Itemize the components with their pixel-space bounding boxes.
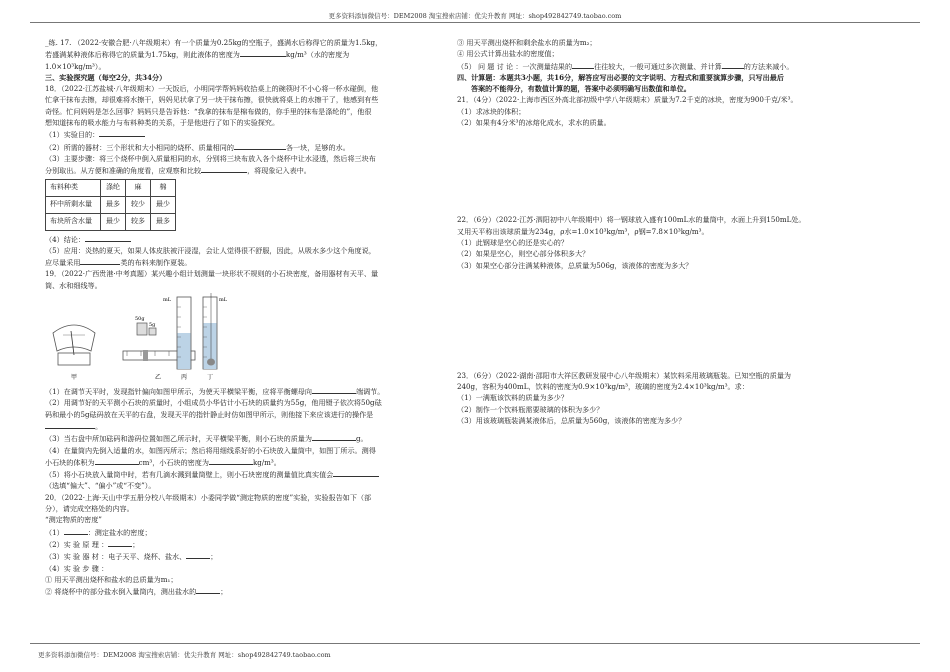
q21-line: 21．（4分）（2022·上海市西区外高北部初级中学八年级期末）质量为7.2千克的冰块，密度为900千克/米³。	[457, 95, 798, 105]
table-cell: 较多	[126, 213, 151, 230]
q19-line-2: 筒、水和细线等。	[45, 280, 102, 290]
answer-blank[interactable]	[64, 526, 88, 535]
q20-line-2: 分），请完成空格处的内容。	[45, 504, 134, 514]
q18-step-5b: 应尽量采用 类的布料来制作夏装。	[45, 258, 192, 268]
q20-step-4: （4）实 验 步 骤 ：	[45, 563, 109, 573]
section-3-title: 三、实验探究题（每空2分，共34分）	[45, 72, 167, 82]
answer-blank[interactable]	[722, 60, 744, 69]
balance-and-cylinder-diagram	[45, 293, 443, 381]
q19-step-1: （1）在调节天平时，发现指针偏向如图甲所示，为使天平横梁平衡，应将平衡螺母向 端调节。	[45, 387, 385, 397]
q20-step-2: （2）实 验 原 理 ： ；	[45, 539, 140, 549]
answer-blank[interactable]	[95, 456, 139, 465]
answer-blank[interactable]	[108, 538, 132, 547]
q23-line-1: 23．（6分）（2022·湖南·邵阳市大祥区教研发展中心八年级期末）某饮料采用玻璃瓶装。已知空瓶的质量为	[457, 370, 792, 380]
q18-step-3b: 分别取出。从方便和准确的角度看，应观察和比较 ，将现象记入表中。	[45, 166, 311, 176]
fig-label-jia: 甲	[71, 374, 78, 382]
q18-step-2: （2）所需的器材：三个形状和大小相同的烧杯、质量相同的 各一块，足够的水。	[45, 142, 350, 152]
q21-part-2: （2）如果有4分米³的冰熔化成水，求水的质量。	[457, 118, 611, 128]
answer-space	[457, 128, 841, 214]
table-cell: 杯中所剩水量	[46, 196, 101, 213]
table-cell: 涤纶	[101, 179, 126, 196]
table-row	[46, 213, 176, 230]
q18-line-4: 想知道抹布的吸水能力与布料种类的关系，于是他进行了如下的实验探究。	[45, 118, 280, 128]
q19-step-5a: （5）将小石块放入量筒中时，若有几滴水溅到量筒壁上，则小石块密度的测量值比真实值会	[45, 468, 443, 480]
q19-step-4a: （4）在量筒内先倒入适量的水，如图丙所示；然后将用细线系好的小石块放入量筒中，如图丁所示。测得	[45, 445, 376, 455]
answer-blank[interactable]	[209, 456, 253, 465]
answer-blank[interactable]	[312, 385, 356, 394]
q23-part-3: （3）用该玻璃瓶装满某液体后，总质量为560g，该液体的密度为多少？	[457, 416, 686, 426]
q20-step-1: （1） ：测定盐水的密度；	[45, 527, 152, 537]
answer-blank[interactable]	[80, 256, 120, 265]
answer-blank[interactable]	[99, 128, 145, 137]
table-cell: 最少	[101, 213, 126, 230]
q20-line-1: 20．（2022·上海·天山中学五册分校八年级期末）小委同学做“测定物质的密度”实验，实验报告如下（部	[45, 492, 372, 502]
table-cell: 最少	[151, 196, 176, 213]
q19-figure	[45, 293, 443, 381]
fig-label-yi: 乙	[155, 374, 162, 382]
page-footer: 更多资料添加微信号：DEM2008 淘宝搜索店铺：优尖升教育 网址：shop492842749.taobao.com	[38, 651, 331, 659]
answer-blank[interactable]	[333, 468, 379, 477]
section-4-note: 答案的不能得分，有数值计算的题，答案中必须明确写出数值和单位。	[471, 84, 691, 94]
answer-blank[interactable]	[201, 164, 247, 173]
answer-blank[interactable]	[572, 60, 594, 69]
answer-blank[interactable]	[196, 585, 220, 594]
q23-part-1: （1）一满瓶该饮料的质量为多少？	[457, 393, 568, 403]
q18-line-2: 忙拿干抹布去擦，却很难将水擦干，妈妈见状拿了另一块干抹布擦，很快就将桌上的水擦干了，他感到有些	[45, 95, 379, 105]
footer-divider	[30, 643, 920, 644]
q19-step-4b: 小石块的体积为 cm³，小石块的密度为 kg/m³。	[45, 457, 281, 467]
q17-line-1: _练. 17. （2022·安徽合肥·八年级期末）有一个质量为0.25kg的空瓶子，盛满水后称得它的质量为1.5kg，	[45, 38, 383, 47]
q19-step-2c: 。	[45, 420, 443, 432]
cylinder-unit-label: mL	[163, 297, 172, 304]
cylinder-with-stone-icon	[203, 293, 217, 369]
q19-step-3: （3）当右盘中所加砝码和游码位置如图乙所示时，天平横梁平衡，则小石块的质量为 g。	[45, 434, 368, 444]
answer-blank[interactable]	[186, 550, 210, 559]
table-row	[46, 196, 176, 213]
table-cell: 最多	[151, 213, 176, 230]
table-cell: 布料种类	[46, 179, 101, 196]
q22-part-2: （2）如果是空心，则空心部分体积多大？	[457, 249, 590, 259]
answer-blank[interactable]	[45, 420, 95, 429]
table-cell: 布块所含水量	[46, 213, 101, 230]
q17-line-2: 若盛满某种液体后称得它的质量为1.75kg，则此液体的密度为 kg/m³（水的密度为	[45, 50, 350, 60]
section-4-title: 四、计算题：本题共3小题，共16分，解答应写出必要的文字说明、方程式和重要演算步骤，只写出最后	[457, 72, 784, 82]
q20-step-4-2: ② 将烧杯中的部分盐水倒入量筒内，测出盐水的 ；	[45, 587, 228, 597]
q22-line-2: 又用天平称出该球质量为234g，ρ水=1.0×10³kg/m³，ρ钢=7.8×10³kg/m³。	[457, 226, 709, 236]
q17-line-3: 1.0×10³kg/m³）。	[45, 61, 106, 71]
page-header: 更多资料添加微信号：DEM2008 淘宝搜索店铺：优尖升教育 网址：shop492842749.taobao.com	[328, 12, 622, 20]
q20-step-4-1: ① 用天平测出烧杯和盐水的总质量为m₁；	[45, 574, 178, 584]
table-cell: 较少	[126, 196, 151, 213]
q18-step-5a: （5）应用：炎热的夏天，如果人体皮肤被汗浸湿，会让人觉得很不舒服，因此，从吸水多少这个角度说，	[45, 245, 376, 255]
table-cell: 棉	[151, 179, 176, 196]
q20-step-4-3: ③ 用天平测出烧杯和剩余盐水的质量为m₂；	[457, 38, 597, 47]
q20-step-3: （3）实 验 器 材 ：电子天平、烧杯、盐水、 ；	[45, 552, 218, 562]
header-divider	[30, 22, 920, 23]
answer-blank[interactable]	[312, 432, 356, 441]
left-column	[45, 37, 443, 597]
q18-line-1: 18．（2022·江苏盐城·八年级期末）一天饭后，小明同学帮妈妈收拾桌上的碗筷时不小心将一杯水碰倒，他	[45, 84, 379, 94]
q19-line-1: 19．（2022·广西贵港·中考真题）某兴趣小组计划测量一块形状不规则的小石块密度，备用器材有天平、量	[45, 269, 379, 279]
q23-part-2: （2）制作一个饮料瓶需要玻璃的体积为多少？	[457, 404, 604, 414]
q18-step-1: （1）实验目的：	[45, 128, 443, 140]
answer-blank[interactable]	[240, 48, 286, 57]
graduated-cylinder-icon	[177, 297, 191, 369]
q22-part-3: （3）如果空心部分注满某种液体，总质量为506g，该液体的密度为多大？	[457, 260, 693, 270]
q18-line-3: 奇怪。忙问妈妈是怎么回事？妈妈只是告诉他：“我拿的抹布是棉布做的，你手里的抹布是涤纶的”，他很	[45, 106, 372, 116]
q19-step-2a: （2）用调节好的天平测小石块的质量时，小组成员小华估计小石块的质量约为55g，他用镊子依次将50g砝	[45, 398, 382, 408]
answer-blank[interactable]	[234, 141, 286, 150]
q19-step-2b: 码和最小的5g砝码放在天平的右盘，发现天平的指针静止时仿如图甲所示，则他接下来应该进行的操作是	[45, 409, 374, 419]
weight-50g-label: 50g	[135, 316, 145, 323]
fig-label-ding: 丁	[207, 374, 214, 382]
q21-part-1: （1）求冰块的体积；	[457, 106, 526, 116]
table-row	[46, 179, 176, 196]
scale-pointer-icon	[53, 325, 95, 365]
q23-line-2: 240g，容积为400mL，饮料的密度为0.9×10³kg/m³，玻璃的密度为2.4×10³kg/m³。求：	[457, 382, 749, 392]
q20-line-3: “测定物质的密度”	[45, 515, 102, 525]
q20-step-5: （5） 问 题 讨 论 ：一次测量结果的 往往较大，一般可通过多次测量、并计算 的方法来减小。	[457, 61, 794, 71]
fig-label-bing: 丙	[181, 374, 188, 382]
table-cell: 最多	[101, 196, 126, 213]
q19-step-5b: （选填“偏大”、“偏小”或“不变”）。	[45, 481, 156, 491]
q18-step-4: （4）结论：	[45, 233, 443, 245]
q20-step-4-4: ④ 用公式计算出盐水的密度值；	[457, 49, 559, 59]
q18-step-3a: （3）主要步骤：将三个烧杯中倒入质量相同的水，分别将三块布放入各个烧杯中让水浸透，然后将三块布	[45, 153, 376, 163]
weight-5g-label: 5g	[149, 322, 156, 329]
fabric-table	[45, 179, 176, 231]
right-column	[457, 37, 841, 426]
answer-space	[457, 271, 841, 370]
table-cell: 麻	[126, 179, 151, 196]
q22-line-1: 22．（6分）（2022·江苏·泗阳初中八年级期中）将一钢球放入盛有100mL水的量筒中，水面上升到150mL处。	[457, 215, 806, 225]
answer-blank[interactable]	[85, 233, 131, 242]
q22-part-1: （1）此钢球是空心的还是实心的？	[457, 237, 568, 247]
cylinder-unit-label-2: mL	[219, 297, 228, 304]
